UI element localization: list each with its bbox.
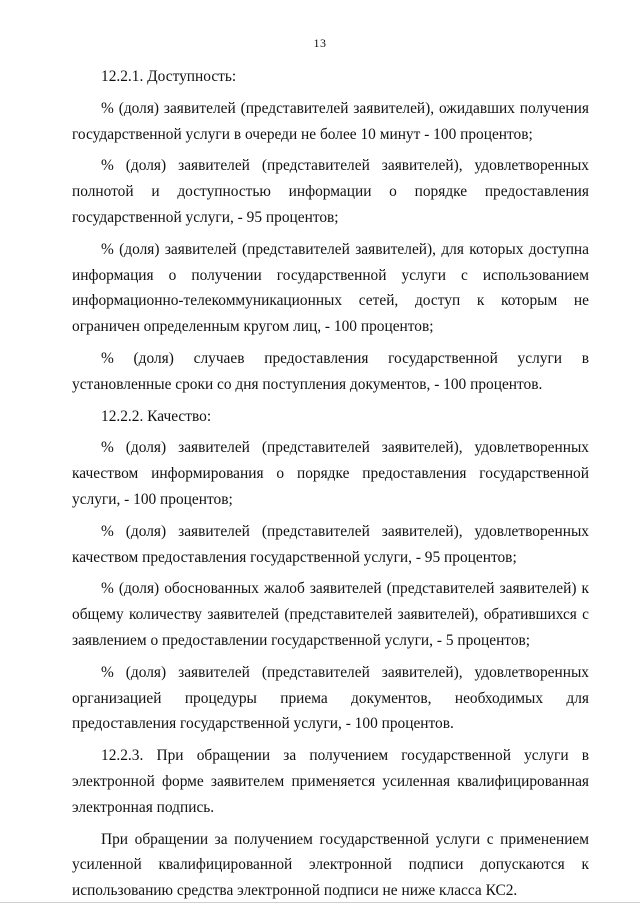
paragraph-queue-wait: % (доля) заявителей (представителей заявителей), ожидавших получения государственной услуги в очереди не более 10 минут - 100 процентов; <box>72 99 589 143</box>
paragraph-signature-class: При обращении за получением государственной услуги с применением усиленной квалифицированной электронной подписи допускаются к использованию средства электронной подписи не ниже класса КС2. <box>72 830 589 900</box>
paragraph-informing-quality: % (доля) заявителей (представителей заявителей), удовлетворенных качеством информирования о порядке предоставления государственной услуги, - 100 процентов; <box>72 439 589 508</box>
paragraph-deadlines: % (доля) случаев предоставления государственной услуги в установленные сроки со дня поступления документов, - 100 процентов. <box>72 349 589 393</box>
paragraph-document-reception: % (доля) заявителей (представителей заявителей), удовлетворенных организацией процедуры приема документов, необходимых для предоставления государственной услуги, - 100 процентов. <box>72 663 589 733</box>
page-number: 13 <box>313 36 327 50</box>
page-bottom-edge <box>0 902 640 903</box>
paragraph-service-quality: % (доля) заявителей (представителей заявителей), удовлетворенных качеством предоставления государственной услуги, - 95 процентов; <box>72 522 589 566</box>
paragraph-online-info-access: % (доля) заявителей (представителей заявителей), для которых доступна информация о получении государственной услуги с использованием информационно-телекоммуникационных сетей, доступ к которым не ограничен определенным кругом лиц, - 100 процентов; <box>72 240 589 336</box>
section-heading-quality: 12.2.2. Качество: <box>101 407 212 425</box>
document-body <box>72 64 589 910</box>
section-heading-accessibility: 12.2.1. Доступность: <box>101 68 237 85</box>
paragraph-electronic-signature: 12.2.3. При обращении за получением государственной услуги в электронной форме заявителем применяется усиленная квалифицированная электронная подпись. <box>72 747 589 816</box>
paragraph-info-completeness: % (доля) заявителей (представителей заявителей), удовлетворенных полнотой и доступностью информации о порядке предоставления государственной услуги, - 95 процентов; <box>72 157 589 226</box>
paragraph-complaints: % (доля) обоснованных жалоб заявителей (представителей заявителей) к общему количеству заявителей (представителей заявителей), обратившихся с заявлением о предоставлении государственной услуги, - 5 процентов; <box>72 580 589 649</box>
